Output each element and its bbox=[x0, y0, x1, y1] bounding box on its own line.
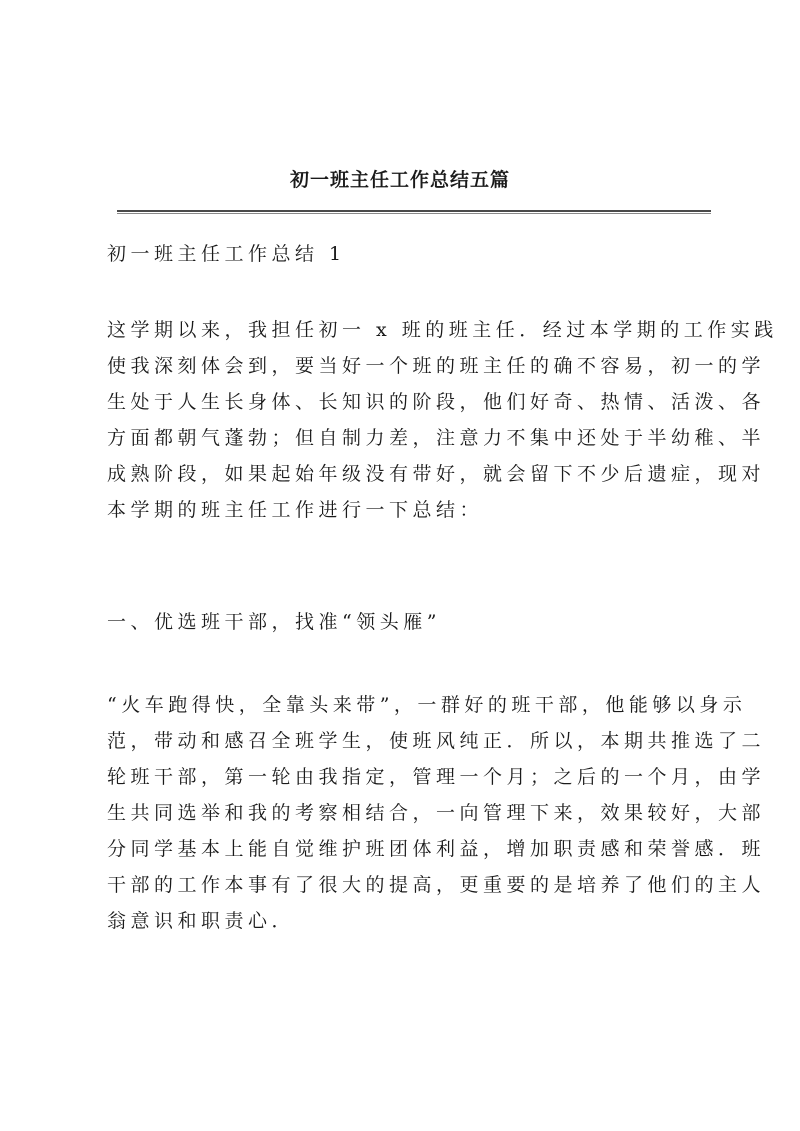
paragraph-line: 生处于人生长身体、长知识的阶段，他们好奇、热情、活泼、各 bbox=[107, 391, 766, 413]
section-subtitle: 初一班主任工作总结 1 bbox=[107, 243, 346, 265]
paragraph-line: 本学期的班主任工作进行一下总结： bbox=[107, 499, 484, 521]
paragraph-line: 轮班干部，第一轮由我指定，管理一个月；之后的一个月，由学 bbox=[107, 766, 766, 788]
document-title: 初一班主任工作总结五篇 bbox=[289, 169, 510, 191]
paragraph-line: 分同学基本上能自觉维护班团体利益，增加职责感和荣誉感．班 bbox=[107, 838, 766, 860]
section-heading: 一、优选班干部，找准“领头雁” bbox=[107, 611, 441, 633]
paragraph-line: 使我深刻体会到，要当好一个班的班主任的确不容易，初一的学 bbox=[107, 355, 766, 377]
paragraph-class-leaders bbox=[107, 687, 766, 939]
paragraph-line: 这学期以来，我担任初一 x 班的班主任．经过本学期的工作实践 bbox=[107, 319, 778, 341]
paragraph-line: 干部的工作本事有了很大的提高，更重要的是培养了他们的主人 bbox=[107, 874, 766, 896]
title-divider bbox=[117, 210, 711, 214]
paragraph-line: 成熟阶段，如果起始年级没有带好，就会留下不少后遗症，现对 bbox=[107, 463, 766, 485]
paragraph-intro bbox=[107, 312, 778, 528]
paragraph-line: 翁意识和职责心． bbox=[107, 910, 296, 932]
paragraph-line: “火车跑得快，全靠头来带”，一群好的班干部，他能够以身示 bbox=[107, 694, 747, 716]
paragraph-line: 范，带动和感召全班学生，使班风纯正．所以，本期共推选了二 bbox=[107, 730, 766, 752]
paragraph-line: 生共同选举和我的考察相结合，一向管理下来，效果较好，大部 bbox=[107, 802, 766, 824]
paragraph-line: 方面都朝气蓬勃；但自制力差，注意力不集中还处于半幼稚、半 bbox=[107, 427, 766, 449]
